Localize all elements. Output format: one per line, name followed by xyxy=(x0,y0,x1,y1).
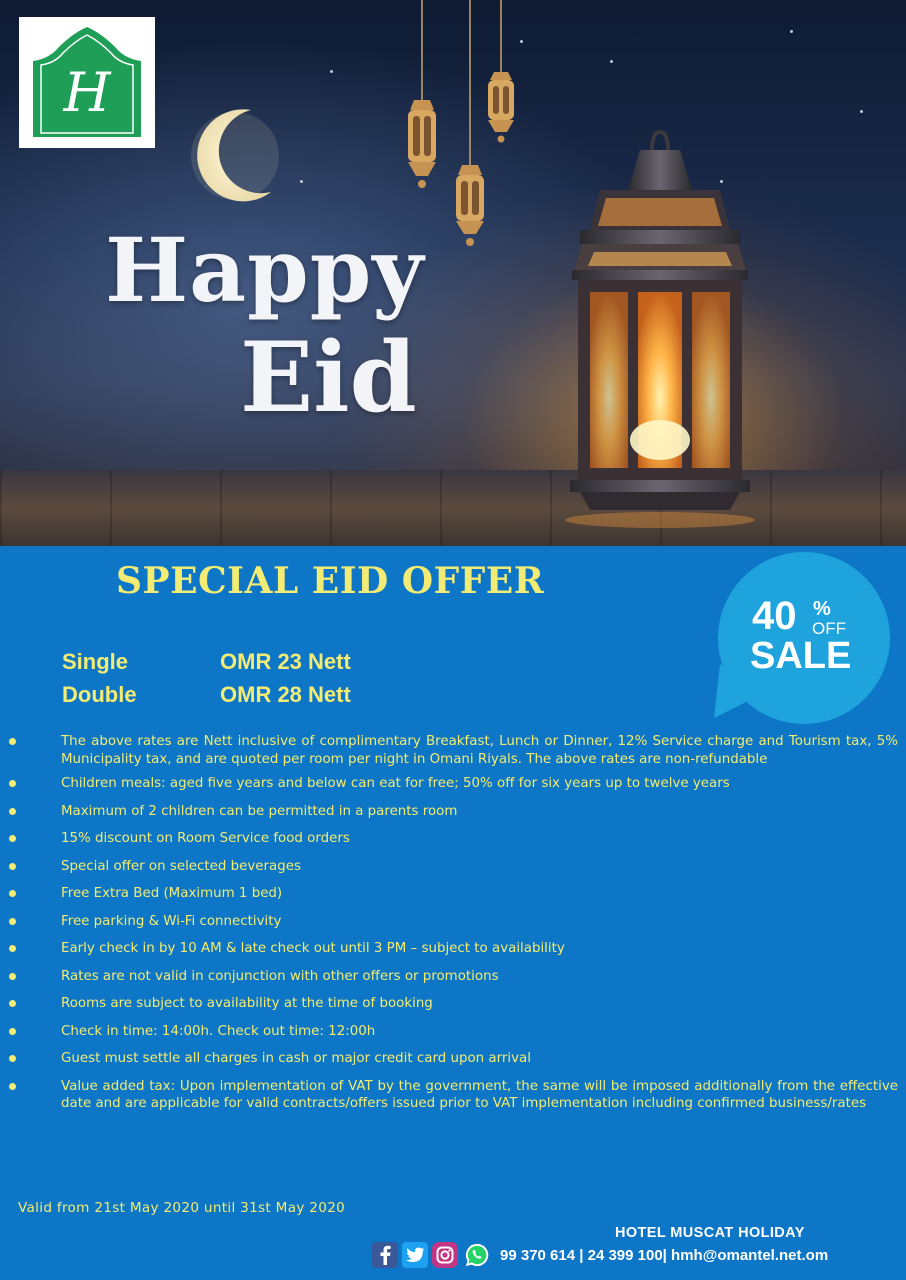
term-text: Maximum of 2 children can be permitted in a parents room xyxy=(61,803,458,819)
sale-badge-percent-sign: % xyxy=(813,598,831,620)
terms-list xyxy=(0,733,906,1113)
bullet-icon xyxy=(9,945,16,952)
term-text: Check in time: 14:00h. Check out time: 12:00h xyxy=(61,1023,376,1039)
bullet-icon xyxy=(9,863,16,870)
term-text: 15% discount on Room Service food orders xyxy=(61,831,350,846)
bullet-icon xyxy=(9,1055,16,1062)
term-text: Rates are not valid in conjunction with other offers or promotions xyxy=(61,968,499,984)
offer-title: SPECIAL EID OFFER xyxy=(116,560,545,602)
rate-row-double xyxy=(62,678,351,711)
star xyxy=(330,70,333,73)
room-rates xyxy=(62,645,351,711)
term-text: Free Extra Bed (Maximum 1 bed) xyxy=(61,886,283,901)
contact-row xyxy=(372,1240,828,1270)
list-item xyxy=(0,968,906,986)
list-item xyxy=(0,885,906,903)
hanging-lantern-icon xyxy=(476,0,526,145)
rate-label: Double xyxy=(62,681,137,707)
list-item xyxy=(0,940,906,958)
rate-value: OMR 28 Nett xyxy=(220,681,351,707)
bullet-icon xyxy=(9,1000,16,1007)
term-text: Free parking & Wi-Fi connectivity xyxy=(61,913,282,929)
rate-label: Single xyxy=(62,648,129,674)
logo-arch-icon xyxy=(29,25,145,141)
bullet-icon xyxy=(9,738,16,745)
term-text: Early check in by 10 AM & late check out until 3 PM – subject to availability xyxy=(61,941,565,956)
bullet-icon xyxy=(9,918,16,925)
hotel-name: HOTEL MUSCAT HOLIDAY xyxy=(615,1225,805,1241)
logo-letter: H xyxy=(63,61,111,124)
bullet-icon xyxy=(9,1028,16,1035)
list-item xyxy=(0,775,906,793)
contact-details: 99 370 614 | 24 399 100| hmh@omantel.net.om xyxy=(500,1246,829,1264)
term-text: Children meals: aged five years and below can eat for free; 50% off for six years up to twelve years xyxy=(61,776,730,791)
term-text: Special offer on selected beverages xyxy=(61,858,301,874)
bullet-icon xyxy=(9,1083,16,1090)
bullet-icon xyxy=(9,808,16,815)
rate-row-single xyxy=(62,645,351,678)
list-item xyxy=(0,830,906,848)
bullet-icon xyxy=(9,780,16,787)
headline-happy: Happy xyxy=(105,218,425,322)
list-item xyxy=(0,1050,906,1068)
term-text: Value added tax: Upon implementation of VAT by the government, the same will be imposed additionally from the effective date and are applicable for valid contracts/offers issued prior to VAT implementation including confirmed business/rates xyxy=(61,1078,898,1111)
term-text: Guest must settle all charges in cash or major credit card upon arrival xyxy=(61,1051,531,1066)
headline-eid: Eid xyxy=(240,321,417,434)
hero-banner xyxy=(0,0,906,546)
term-text: Rooms are subject to availability at the time of booking xyxy=(61,996,433,1011)
wooden-floor xyxy=(0,470,906,546)
validity-text: Valid from 21st May 2020 until 31st May 2020 xyxy=(18,1200,346,1216)
rate-value: OMR 23 Nett xyxy=(220,648,351,674)
list-item xyxy=(0,913,906,931)
whatsapp-icon[interactable] xyxy=(464,1242,490,1268)
list-item xyxy=(0,733,906,768)
sale-badge-off: OFF xyxy=(812,619,846,638)
list-item xyxy=(0,1023,906,1041)
crescent-moon-icon xyxy=(185,100,285,210)
facebook-icon[interactable] xyxy=(372,1242,398,1268)
star xyxy=(790,30,793,33)
twitter-icon[interactable] xyxy=(402,1242,428,1268)
term-text: The above rates are Nett inclusive of complimentary Breakfast, Lunch or Dinner, 12% Service charge and Tourism tax, 5% Municipality tax, and are quoted per room per night in Omani Riyals. The above rates are non-refundable xyxy=(61,734,898,767)
large-lantern-icon xyxy=(560,0,760,530)
sale-badge-percent: 40 xyxy=(752,594,797,638)
list-item xyxy=(0,1078,906,1113)
bullet-icon xyxy=(9,890,16,897)
sale-badge-sale: SALE xyxy=(750,635,852,677)
star xyxy=(300,180,303,183)
star xyxy=(860,110,863,113)
instagram-icon[interactable] xyxy=(432,1242,458,1268)
bullet-icon xyxy=(9,835,16,842)
list-item xyxy=(0,803,906,821)
list-item xyxy=(0,858,906,876)
hotel-logo xyxy=(19,17,155,148)
list-item xyxy=(0,995,906,1013)
bullet-icon xyxy=(9,973,16,980)
